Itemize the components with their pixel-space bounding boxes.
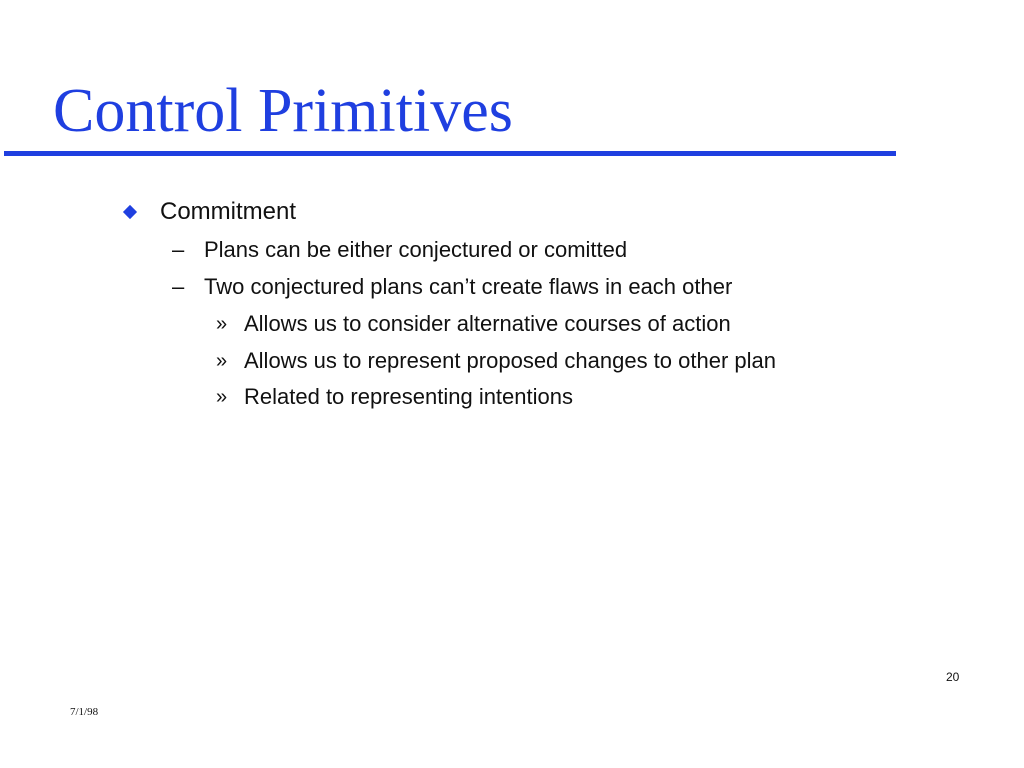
bullet-alternative-courses: Allows us to consider alternative courses of action bbox=[244, 311, 731, 336]
title-underline bbox=[4, 151, 896, 156]
page-number: 20 bbox=[946, 670, 960, 684]
slide-title: Control Primitives bbox=[53, 77, 513, 145]
chevron-bullet-icon: » bbox=[216, 350, 228, 372]
footer-date: 7/1/98 bbox=[70, 706, 99, 718]
bullet-proposed-changes: Allows us to represent proposed changes to other plan bbox=[244, 348, 776, 373]
bullet-plans-conjectured: Plans can be either conjectured or comitted bbox=[204, 237, 628, 262]
bullet-commitment: Commitment bbox=[160, 198, 297, 225]
dash-bullet-icon: – bbox=[172, 237, 185, 262]
dash-bullet-icon: – bbox=[172, 274, 185, 299]
bullet-two-conjectured-plans: Two conjectured plans can’t create flaws in each other bbox=[204, 274, 733, 299]
chevron-bullet-icon: » bbox=[216, 386, 228, 408]
chevron-bullet-icon: » bbox=[216, 313, 228, 335]
bullet-representing-intentions: Related to representing intentions bbox=[244, 384, 573, 409]
diamond-bullet-icon bbox=[123, 205, 137, 219]
